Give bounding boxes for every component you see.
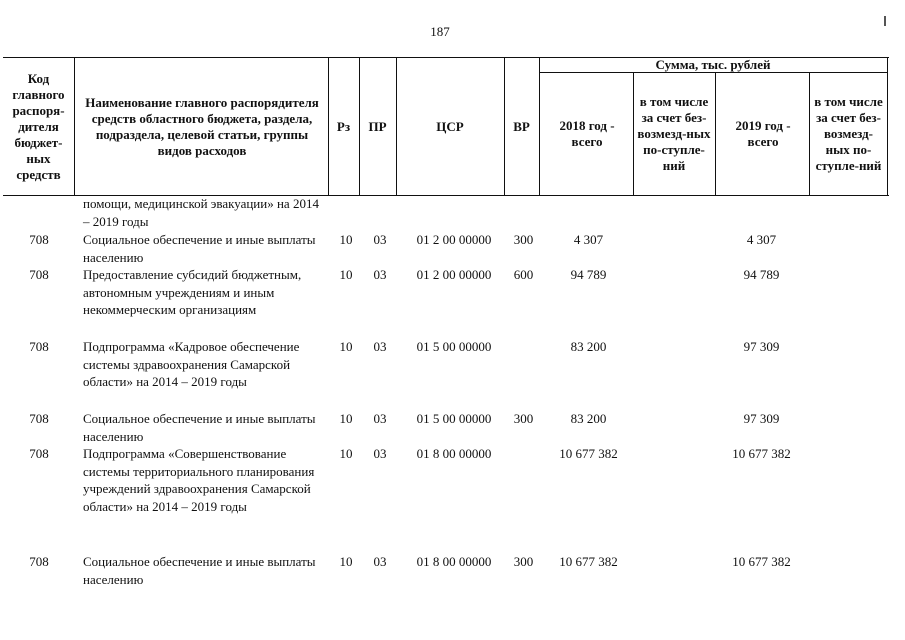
row-vr: 300 [513, 411, 534, 426]
header-rz: Рз [336, 118, 351, 134]
row-sum-2018: 83 200 [570, 411, 607, 426]
row-sum-2019: 10 677 382 [732, 554, 791, 569]
row-name: Социальное обеспечение и иные выплаты населению [83, 554, 316, 587]
row-rz: 10 [339, 554, 353, 569]
row-rz: 10 [339, 339, 353, 354]
row-code: 708 [29, 446, 49, 461]
header-csr: ЦСР [436, 118, 464, 134]
row-sum-2019: 97 309 [743, 339, 780, 354]
row-name: Предоставление субсидий бюджетным, автономным учреждениям и иным некоммерческим организациям [83, 267, 302, 317]
row-code: 708 [29, 267, 49, 282]
row-rz: 10 [339, 446, 353, 461]
table-header [3, 57, 889, 196]
row-vr: 300 [513, 554, 534, 569]
row-rz: 10 [339, 411, 353, 426]
row-name: помощи, медицинской эвакуации» на 2014 – 2019 годы [83, 196, 319, 229]
row-csr: 01 8 00 00000 [416, 446, 492, 461]
row-csr: 01 2 00 00000 [416, 232, 492, 247]
row-sum-2019: 94 789 [743, 267, 780, 282]
row-pr: 03 [373, 267, 387, 282]
header-pr: ПР [368, 118, 387, 134]
header-2019-free: в том числе за счет без-возмезд-ных по-ступле-ний [814, 94, 883, 173]
row-pr: 03 [373, 232, 387, 247]
row-sum-2018: 4 307 [573, 232, 604, 247]
row-pr: 03 [373, 411, 387, 426]
row-code: 708 [29, 411, 49, 426]
row-sum-2019: 4 307 [746, 232, 777, 247]
row-name: Подпрограмма «Совершенствование системы территориального планирования учреждений здравоохранения Самарской области» на 2014 – 2019 годы [83, 446, 315, 514]
row-pr: 03 [373, 339, 387, 354]
row-rz: 10 [339, 267, 353, 282]
row-name: Подпрограмма «Кадровое обеспечение системы здравоохранения Самарской области» на 2014 – 2019 годы [83, 339, 300, 389]
header-vr: ВР [513, 118, 530, 134]
page-number: 187 [430, 24, 450, 39]
header-sum: Сумма, тыс. рублей [655, 57, 771, 72]
row-sum-2019: 10 677 382 [732, 446, 791, 461]
row-sum-2018: 94 789 [570, 267, 607, 282]
row-rz: 10 [339, 232, 353, 247]
row-vr: 600 [513, 267, 534, 282]
row-vr: 300 [513, 232, 534, 247]
row-csr: 01 5 00 00000 [416, 411, 492, 426]
row-pr: 03 [373, 446, 387, 461]
corner-mark [884, 16, 886, 26]
row-csr: 01 8 00 00000 [416, 554, 492, 569]
header-2019-total: 2019 год - всего [735, 118, 791, 149]
row-code: 708 [29, 232, 49, 247]
row-sum-2018: 10 677 382 [559, 446, 618, 461]
row-code: 708 [29, 339, 49, 354]
row-csr: 01 5 00 00000 [416, 339, 492, 354]
row-pr: 03 [373, 554, 387, 569]
row-sum-2019: 97 309 [743, 411, 780, 426]
row-sum-2018: 83 200 [570, 339, 607, 354]
row-code: 708 [29, 554, 49, 569]
row-csr: 01 2 00 00000 [416, 267, 492, 282]
header-2018-free: в том числе за счет без-возмезд-ных по-ступле-ний [637, 94, 711, 173]
row-name: Социальное обеспечение и иные выплаты населению [83, 232, 316, 265]
row-sum-2018: 10 677 382 [559, 554, 618, 569]
header-code: Код главного распоря-дителя бюджет-ных средств [12, 70, 65, 182]
header-name: Наименование главного распорядителя средств областного бюджета, раздела, подраздела, целевой статьи, группы видов расходов [85, 94, 319, 158]
row-name: Социальное обеспечение и иные выплаты населению [83, 411, 316, 444]
header-2018-total: 2018 год - всего [559, 118, 615, 149]
